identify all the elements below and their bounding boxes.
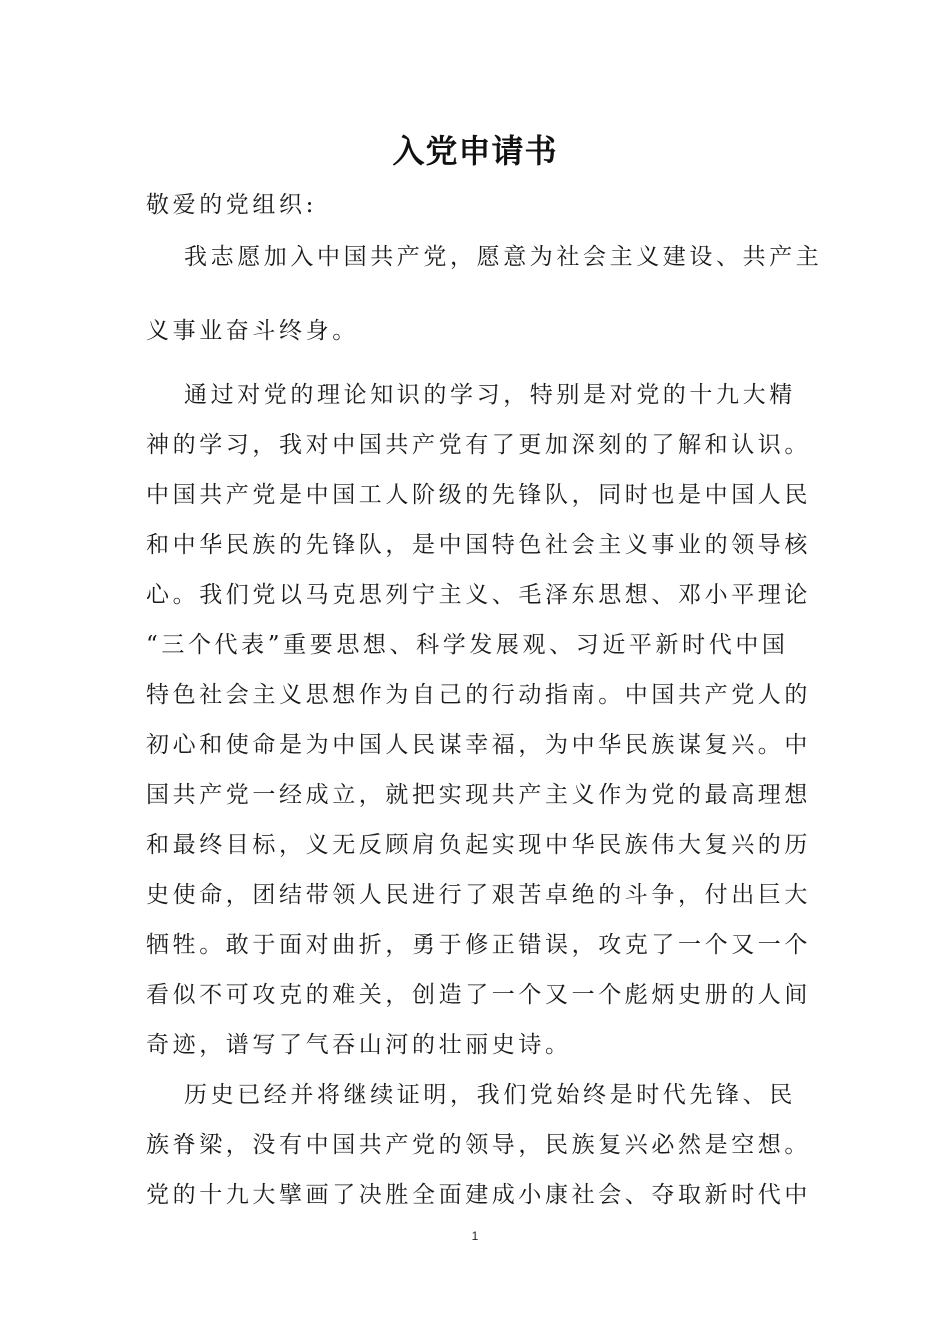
body-line: 族脊梁，没有中国共产党的领导，民族复兴必然是空想。: [146, 1132, 811, 1158]
body-line: 看似不可攻克的难关，创造了一个又一个彪炳史册的人间: [146, 982, 811, 1008]
body-line: 和中华民族的先锋队，是中国特色社会主义事业的领导核: [146, 532, 811, 558]
body-line: 史使命，团结带领人民进行了艰苦卓绝的斗争，付出巨大: [146, 882, 811, 908]
page-number: 1: [471, 1229, 479, 1243]
body-line: 心。我们党以马克思列宁主义、毛泽东思想、邓小平理论: [146, 582, 811, 608]
body-line: 历史已经并将继续证明，我们党始终是时代先锋、民: [184, 1082, 796, 1108]
salutation: 敬爱的党组织:: [146, 192, 317, 218]
body-line: 奇迹，谱写了气吞山河的壮丽史诗。: [146, 1032, 572, 1058]
body-line: 通过对党的理论知识的学习，特别是对党的十九大精: [184, 382, 796, 408]
body-line: 牺牲。敢于面对曲折，勇于修正错误，攻克了一个又一个: [146, 932, 811, 958]
body-line: 我志愿加入中国共产党，愿意为社会主义建设、共产主: [184, 244, 823, 270]
body-line: 中国共产党是中国工人阶级的先锋队，同时也是中国人民: [146, 482, 811, 508]
body-line: 党的十九大擘画了决胜全面建成小康社会、夺取新时代中: [146, 1182, 811, 1208]
body-line: 国共产党一经成立，就把实现共产主义作为党的最高理想: [146, 782, 811, 808]
body-line: 和最终目标，义无反顾肩负起实现中华民族伟大复兴的历: [146, 832, 811, 858]
body-line: “三个代表”重要思想、科学发展观、习近平新时代中国: [146, 632, 789, 658]
body-line: 神的学习，我对中国共产党有了更加深刻的了解和认识。: [146, 432, 811, 458]
body-line: 初心和使命是为中国人民谋幸福，为中华民族谋复兴。中: [146, 732, 811, 758]
body-line: 义事业奋斗终身。: [146, 318, 359, 344]
body-line: 特色社会主义思想作为自己的行动指南。中国共产党人的: [146, 682, 811, 708]
document-title: 入党申请书: [392, 132, 558, 170]
